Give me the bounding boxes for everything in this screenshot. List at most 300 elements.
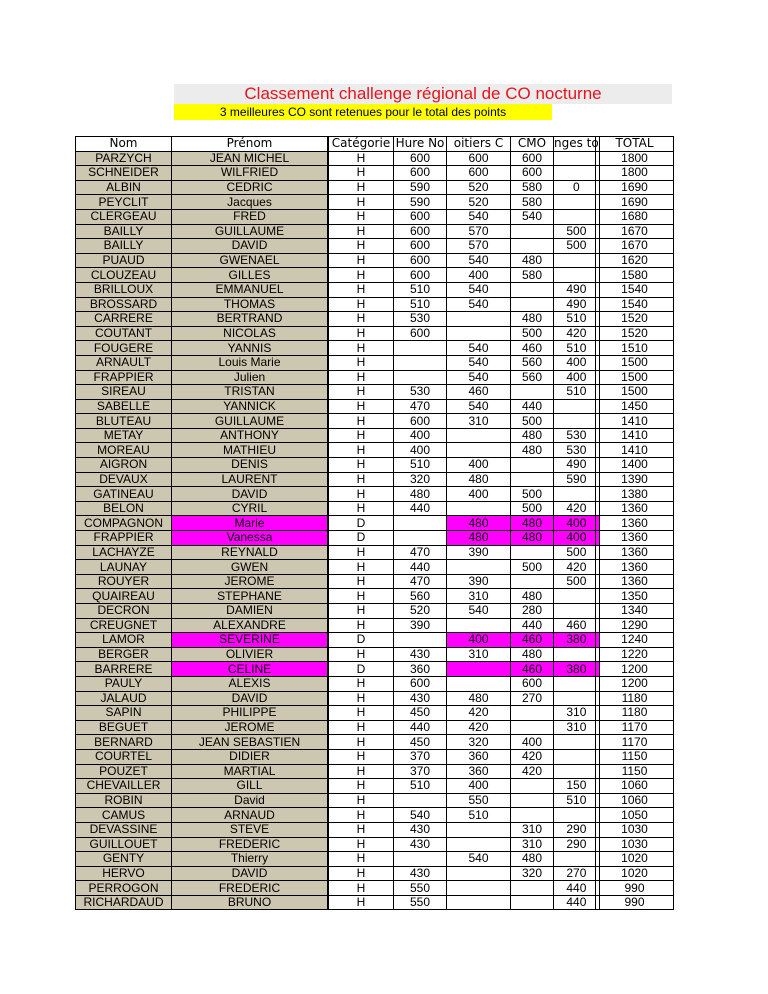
table-row — [596, 195, 674, 210]
table-row — [329, 166, 600, 181]
cell-nom: PUAUD — [76, 253, 172, 268]
cell-categorie: H — [329, 428, 394, 443]
cell-poitiers: 480 — [447, 516, 511, 531]
table-row — [596, 706, 674, 721]
cell-poitiers: 540 — [447, 282, 511, 297]
cell-nom: POUZET — [76, 764, 172, 779]
cell-cmo — [511, 895, 554, 910]
table-row — [596, 224, 674, 239]
table-row — [76, 735, 328, 750]
cell-hure: 510 — [394, 458, 447, 473]
table-row — [596, 209, 674, 224]
cell-anges — [554, 195, 600, 210]
table-row — [596, 399, 674, 414]
cell-categorie: H — [329, 779, 394, 794]
table-row — [76, 808, 328, 823]
cell-categorie: H — [329, 706, 394, 721]
table-row — [596, 531, 674, 546]
table-row — [329, 151, 600, 166]
cell-total: 1620 — [596, 253, 674, 268]
table-row — [596, 735, 674, 750]
table-row — [76, 545, 328, 560]
cell-anges — [554, 604, 600, 619]
cell-nom: ALBIN — [76, 180, 172, 195]
header-prenom: Prénom — [172, 137, 328, 152]
table-row — [596, 282, 674, 297]
header-cmo: CMO — [511, 137, 554, 152]
cell-poitiers: 570 — [447, 224, 511, 239]
cell-total: 1540 — [596, 297, 674, 312]
cell-hure: 320 — [394, 472, 447, 487]
table-row — [76, 749, 328, 764]
cell-total: 1360 — [596, 531, 674, 546]
cell-anges: 310 — [554, 706, 600, 721]
cell-categorie: H — [329, 735, 394, 750]
table-row — [329, 720, 600, 735]
table-row — [76, 881, 328, 896]
cell-hure: 540 — [394, 808, 447, 823]
cell-cmo — [511, 545, 554, 560]
table-row — [76, 282, 328, 297]
cell-hure: 440 — [394, 501, 447, 516]
cell-hure — [394, 370, 447, 385]
table-row — [596, 604, 674, 619]
cell-total: 1050 — [596, 808, 674, 823]
cell-anges — [554, 852, 600, 867]
cell-nom: BROSSARD — [76, 297, 172, 312]
cell-prenom: SEVERINE — [172, 633, 328, 648]
cell-hure: 600 — [394, 239, 447, 254]
cell-hure: 590 — [394, 195, 447, 210]
cell-prenom: STEVE — [172, 822, 328, 837]
cell-cmo — [511, 574, 554, 589]
cell-hure: 550 — [394, 881, 447, 896]
cell-cmo — [511, 793, 554, 808]
cell-nom: FOUGERE — [76, 341, 172, 356]
table-row — [329, 852, 600, 867]
cell-hure: 600 — [394, 326, 447, 341]
cell-categorie: D — [329, 633, 394, 648]
table-row — [329, 560, 600, 575]
cell-total: 1150 — [596, 764, 674, 779]
cell-prenom: YANNICK — [172, 399, 328, 414]
cell-cmo: 480 — [511, 852, 554, 867]
table-row — [596, 516, 674, 531]
header-nom: Nom — [76, 137, 172, 152]
cell-categorie: H — [329, 166, 394, 181]
cell-prenom: ANTHONY — [172, 428, 328, 443]
table-row — [76, 326, 328, 341]
cell-categorie: H — [329, 720, 394, 735]
table-row — [596, 268, 674, 283]
cell-anges — [554, 151, 600, 166]
cell-total: 1060 — [596, 779, 674, 794]
cell-cmo: 480 — [511, 312, 554, 327]
cell-nom: QUAIREAU — [76, 589, 172, 604]
cell-anges — [554, 166, 600, 181]
header-total: TOTAL — [596, 137, 674, 152]
cell-poitiers: 360 — [447, 764, 511, 779]
table-row — [596, 633, 674, 648]
table-row — [76, 487, 328, 502]
cell-hure: 510 — [394, 779, 447, 794]
cell-categorie: H — [329, 399, 394, 414]
table-row — [596, 166, 674, 181]
cell-anges: 440 — [554, 895, 600, 910]
cell-cmo — [511, 297, 554, 312]
cell-categorie: D — [329, 531, 394, 546]
cell-total: 1390 — [596, 472, 674, 487]
cell-cmo: 480 — [511, 443, 554, 458]
cell-cmo — [511, 239, 554, 254]
table-row — [329, 487, 600, 502]
cell-cmo — [511, 224, 554, 239]
cell-anges: 530 — [554, 443, 600, 458]
cell-cmo: 270 — [511, 691, 554, 706]
cell-anges — [554, 808, 600, 823]
table-row — [596, 749, 674, 764]
cell-prenom: FREDERIC — [172, 837, 328, 852]
cell-poitiers — [447, 676, 511, 691]
cell-categorie: H — [329, 458, 394, 473]
table-row — [329, 676, 600, 691]
cell-poitiers — [447, 618, 511, 633]
cell-poitiers: 520 — [447, 180, 511, 195]
cell-categorie: H — [329, 487, 394, 502]
cell-poitiers: 390 — [447, 545, 511, 560]
cell-cmo — [511, 881, 554, 896]
table-row — [329, 545, 600, 560]
table-row — [76, 676, 328, 691]
table-row — [76, 647, 328, 662]
cell-nom: BERGER — [76, 647, 172, 662]
cell-poitiers: 400 — [447, 487, 511, 502]
table-row — [76, 837, 328, 852]
table-row — [329, 574, 600, 589]
table-row — [329, 312, 600, 327]
cell-categorie: H — [329, 676, 394, 691]
cell-total: 1380 — [596, 487, 674, 502]
cell-cmo — [511, 779, 554, 794]
table-row — [329, 355, 600, 370]
table-row — [596, 793, 674, 808]
cell-nom: COUTANT — [76, 326, 172, 341]
table-row — [596, 312, 674, 327]
cell-hure: 430 — [394, 866, 447, 881]
table-row — [596, 560, 674, 575]
cell-categorie: H — [329, 604, 394, 619]
cell-poitiers: 540 — [447, 341, 511, 356]
cell-prenom: MATHIEU — [172, 443, 328, 458]
cell-prenom: NICOLAS — [172, 326, 328, 341]
cell-categorie: H — [329, 370, 394, 385]
cell-hure — [394, 531, 447, 546]
cell-categorie: H — [329, 253, 394, 268]
cell-prenom: Jacques — [172, 195, 328, 210]
cell-categorie: H — [329, 209, 394, 224]
cell-categorie: H — [329, 560, 394, 575]
names-table — [75, 136, 328, 910]
cell-anges — [554, 749, 600, 764]
cell-anges: 400 — [554, 355, 600, 370]
table-row — [329, 822, 600, 837]
cell-poitiers: 480 — [447, 691, 511, 706]
table-row — [76, 443, 328, 458]
cell-cmo: 280 — [511, 604, 554, 619]
cell-hure — [394, 793, 447, 808]
cell-prenom: DAVID — [172, 866, 328, 881]
cell-categorie: H — [329, 472, 394, 487]
cell-anges — [554, 399, 600, 414]
cell-total: 1500 — [596, 355, 674, 370]
cell-anges: 420 — [554, 501, 600, 516]
cell-prenom: CEDRIC — [172, 180, 328, 195]
cell-poitiers — [447, 837, 511, 852]
table-row — [596, 808, 674, 823]
table-row — [76, 531, 328, 546]
table-row — [76, 691, 328, 706]
cell-cmo: 480 — [511, 428, 554, 443]
cell-nom: CREUGNET — [76, 618, 172, 633]
cell-hure: 470 — [394, 399, 447, 414]
table-row — [76, 720, 328, 735]
table-row — [76, 560, 328, 575]
table-row — [596, 151, 674, 166]
cell-cmo: 480 — [511, 531, 554, 546]
table-row — [329, 895, 600, 910]
cell-prenom: MARTIAL — [172, 764, 328, 779]
header-categorie: Catégorie — [329, 137, 394, 152]
cell-cmo: 580 — [511, 180, 554, 195]
table-row — [76, 764, 328, 779]
cell-nom: PAULY — [76, 676, 172, 691]
table-row — [329, 531, 600, 546]
cell-poitiers: 540 — [447, 399, 511, 414]
cell-total: 1670 — [596, 224, 674, 239]
scores-table — [328, 136, 600, 910]
cell-categorie: H — [329, 355, 394, 370]
table-row — [76, 779, 328, 794]
cell-cmo: 560 — [511, 370, 554, 385]
table-row — [596, 428, 674, 443]
cell-total: 990 — [596, 881, 674, 896]
table-row — [596, 881, 674, 896]
table-row — [596, 239, 674, 254]
table-row — [596, 487, 674, 502]
table-row — [329, 735, 600, 750]
cell-prenom: ALEXIS — [172, 676, 328, 691]
table-row — [76, 239, 328, 254]
cell-categorie: H — [329, 837, 394, 852]
table-row — [76, 224, 328, 239]
cell-categorie: H — [329, 268, 394, 283]
cell-hure: 430 — [394, 837, 447, 852]
cell-anges: 270 — [554, 866, 600, 881]
table-row — [329, 385, 600, 400]
cell-prenom: REYNALD — [172, 545, 328, 560]
table-row — [596, 720, 674, 735]
cell-anges: 500 — [554, 239, 600, 254]
cell-nom: GATINEAU — [76, 487, 172, 502]
cell-poitiers — [447, 560, 511, 575]
cell-anges — [554, 589, 600, 604]
table-row — [76, 385, 328, 400]
cell-prenom: CYRIL — [172, 501, 328, 516]
cell-poitiers: 510 — [447, 808, 511, 823]
cell-nom: DEVASSINE — [76, 822, 172, 837]
table-row — [329, 866, 600, 881]
cell-hure: 600 — [394, 166, 447, 181]
cell-nom: LAMOR — [76, 633, 172, 648]
table-row — [596, 822, 674, 837]
table-row — [76, 209, 328, 224]
cell-nom: ROBIN — [76, 793, 172, 808]
cell-cmo: 440 — [511, 399, 554, 414]
table-row — [76, 604, 328, 619]
cell-anges: 420 — [554, 326, 600, 341]
table-row — [329, 589, 600, 604]
cell-anges — [554, 735, 600, 750]
cell-nom: HERVO — [76, 866, 172, 881]
cell-prenom: BERTRAND — [172, 312, 328, 327]
cell-poitiers: 310 — [447, 414, 511, 429]
cell-hure: 600 — [394, 209, 447, 224]
cell-poitiers: 400 — [447, 779, 511, 794]
cell-hure: 600 — [394, 268, 447, 283]
table-row — [76, 633, 328, 648]
cell-nom: ARNAULT — [76, 355, 172, 370]
cell-nom: SCHNEIDER — [76, 166, 172, 181]
cell-anges: 440 — [554, 881, 600, 896]
cell-prenom: OLIVIER — [172, 647, 328, 662]
cell-cmo: 440 — [511, 618, 554, 633]
cell-hure: 600 — [394, 151, 447, 166]
cell-prenom: LAURENT — [172, 472, 328, 487]
table-row — [596, 647, 674, 662]
cell-categorie: H — [329, 793, 394, 808]
cell-categorie: H — [329, 224, 394, 239]
cell-prenom: Louis Marie — [172, 355, 328, 370]
cell-total: 990 — [596, 895, 674, 910]
cell-anges: 380 — [554, 662, 600, 677]
table-row — [76, 793, 328, 808]
cell-prenom: TRISTAN — [172, 385, 328, 400]
cell-anges: 500 — [554, 545, 600, 560]
cell-poitiers: 600 — [447, 166, 511, 181]
table-row — [76, 428, 328, 443]
cell-total: 1500 — [596, 385, 674, 400]
cell-total: 1180 — [596, 691, 674, 706]
cell-categorie: H — [329, 180, 394, 195]
table-row — [596, 662, 674, 677]
cell-prenom: YANNIS — [172, 341, 328, 356]
cell-anges: 380 — [554, 633, 600, 648]
cell-prenom: WILFRIED — [172, 166, 328, 181]
table-row — [596, 837, 674, 852]
cell-prenom: DAVID — [172, 487, 328, 502]
cell-anges: 400 — [554, 516, 600, 531]
cell-cmo — [511, 706, 554, 721]
cell-cmo — [511, 282, 554, 297]
cell-categorie: H — [329, 589, 394, 604]
cell-poitiers: 360 — [447, 749, 511, 764]
cell-categorie: H — [329, 151, 394, 166]
cell-categorie: H — [329, 312, 394, 327]
table-row — [329, 837, 600, 852]
cell-poitiers: 600 — [447, 151, 511, 166]
table-row — [329, 706, 600, 721]
cell-hure: 430 — [394, 822, 447, 837]
table-row — [329, 399, 600, 414]
cell-poitiers: 540 — [447, 604, 511, 619]
cell-categorie: H — [329, 239, 394, 254]
table-row — [596, 458, 674, 473]
cell-anges — [554, 691, 600, 706]
table-row — [596, 866, 674, 881]
table-row — [596, 779, 674, 794]
cell-poitiers: 320 — [447, 735, 511, 750]
cell-anges: 490 — [554, 282, 600, 297]
cell-anges — [554, 487, 600, 502]
table-row — [76, 516, 328, 531]
cell-prenom: ARNAUD — [172, 808, 328, 823]
page-title: Classement challenge régional de CO nocturne — [174, 84, 672, 104]
table-row — [329, 253, 600, 268]
table-row — [76, 472, 328, 487]
cell-anges — [554, 414, 600, 429]
table-row — [76, 852, 328, 867]
cell-poitiers: 520 — [447, 195, 511, 210]
cell-hure: 450 — [394, 706, 447, 721]
cell-cmo: 420 — [511, 749, 554, 764]
table-row — [329, 516, 600, 531]
cell-categorie: D — [329, 516, 394, 531]
table-row — [76, 822, 328, 837]
cell-categorie: H — [329, 195, 394, 210]
cell-cmo: 420 — [511, 764, 554, 779]
cell-prenom: PHILIPPE — [172, 706, 328, 721]
cell-cmo: 480 — [511, 253, 554, 268]
cell-nom: CAMUS — [76, 808, 172, 823]
cell-hure: 600 — [394, 224, 447, 239]
table-row — [76, 166, 328, 181]
cell-hure: 510 — [394, 297, 447, 312]
table-row — [329, 428, 600, 443]
cell-categorie: H — [329, 881, 394, 896]
header-anges: nges to — [554, 136, 599, 151]
table-row — [596, 370, 674, 385]
cell-poitiers: 480 — [447, 531, 511, 546]
table-row — [596, 326, 674, 341]
cell-cmo: 310 — [511, 837, 554, 852]
cell-cmo — [511, 808, 554, 823]
cell-cmo: 500 — [511, 560, 554, 575]
cell-nom: LAUNAY — [76, 560, 172, 575]
table-row — [329, 779, 600, 794]
cell-total: 1240 — [596, 633, 674, 648]
table-row — [76, 268, 328, 283]
table-row — [76, 312, 328, 327]
cell-poitiers: 390 — [447, 574, 511, 589]
cell-prenom: Thierry — [172, 852, 328, 867]
cell-hure — [394, 633, 447, 648]
cell-anges — [554, 647, 600, 662]
cell-poitiers — [447, 822, 511, 837]
table-row — [596, 895, 674, 910]
cell-prenom: GILLES — [172, 268, 328, 283]
cell-total: 1410 — [596, 414, 674, 429]
table-row — [329, 604, 600, 619]
